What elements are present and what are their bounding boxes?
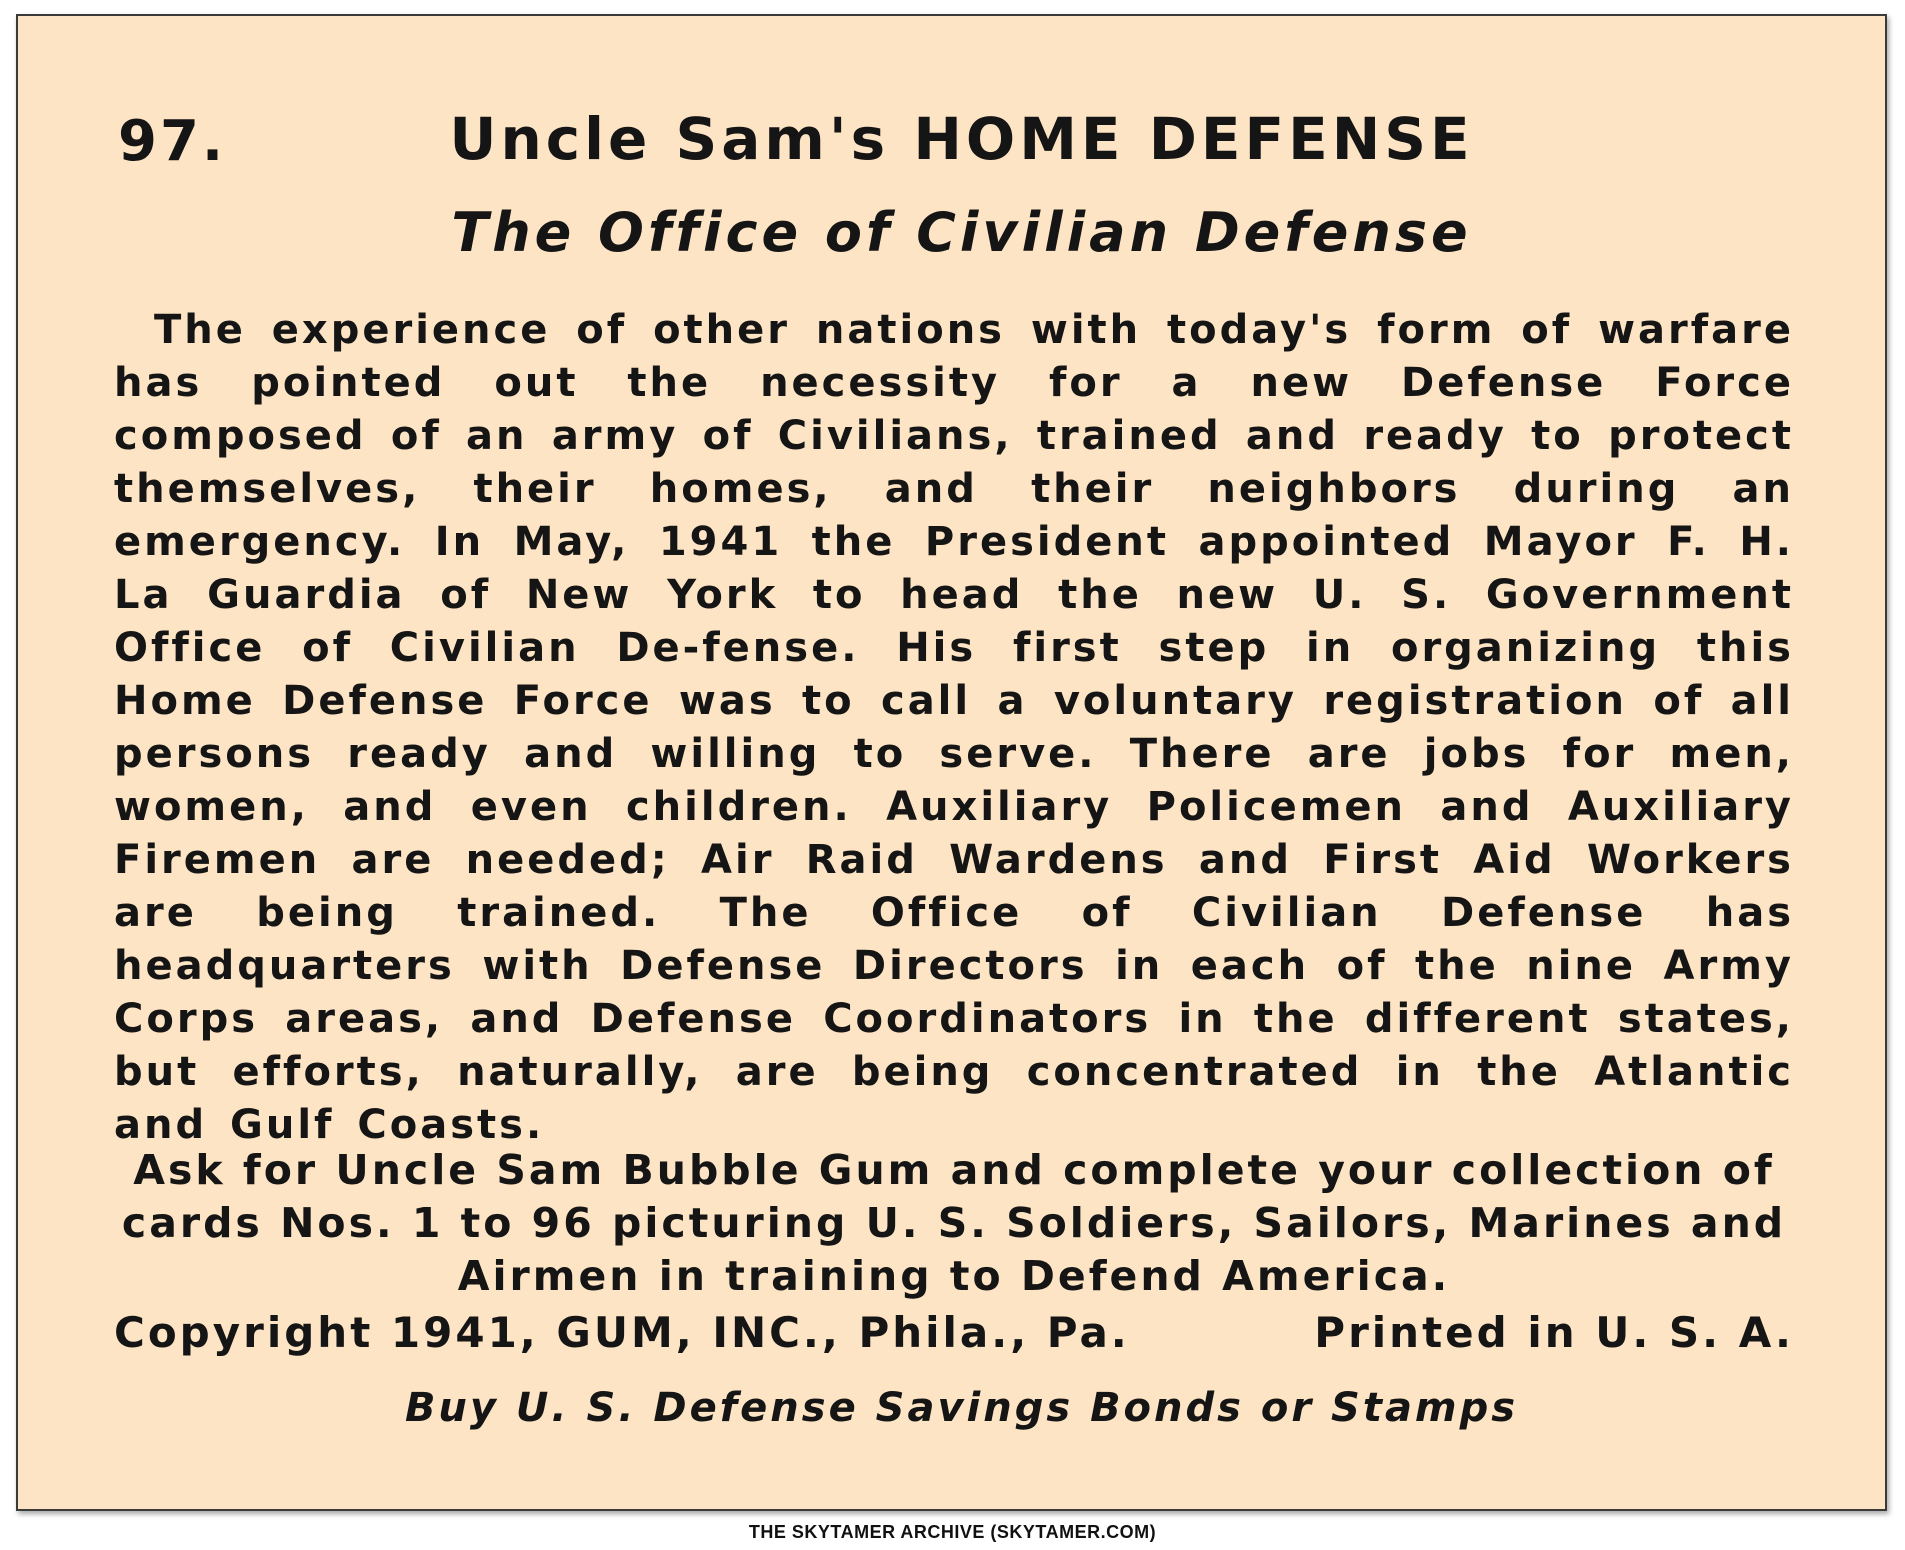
printed-in-notice: Printed in U. S. A. [1314, 1308, 1794, 1357]
copyright-notice: Copyright 1941, GUM, INC., Phila., Pa. [114, 1308, 1130, 1357]
card-subtitle: The Office of Civilian Defense [451, 201, 1472, 264]
bonds-slogan: Buy U. S. Defense Savings Bonds or Stamps [404, 1385, 1519, 1431]
promo-text: Ask for Uncle Sam Bubble Gum and complete your collection of cards Nos. 1 to 96 picturing U. S. Soldiers, Sailors, Marines and Airmen in training to Defend America. [121, 1146, 1787, 1300]
card-title: Uncle Sam's HOME DEFENSE [449, 105, 1474, 173]
archive-credit: THE SKYTAMER ARCHIVE (SKYTAMER.COM) [748, 1522, 1157, 1542]
copyright-row [114, 1308, 1794, 1372]
card-number: 97. [118, 109, 227, 174]
trading-card-back [16, 14, 1887, 1511]
card-header [18, 106, 1885, 186]
card-body-text: The experience of other nations with today's form of warfare has pointed out the necessity for a new Defense Force composed of an army of Civilians, trained and ready to protect themselves, their homes, and their neighbors during an emergency. In May, 1941 the President appointed Mayor F. H. La Guardia of New York to head the new U. S. Government Office of Civilian De-fense. His first step in organizing this Home Defense Force was to call a voluntary registration of all persons ready and willing to serve. There are jobs for men, women, and even children. Auxiliary Policemen and Auxiliary Firemen are needed; Air Raid Wardens and First Aid Workers are being trained. The Office of Civilian Defense has headquarters with Defense Directors in each of the nine Army Corps areas, and Defense Coordinators in the different states, but efforts, naturally, are being concentrated in the Atlantic and Gulf Coasts. [114, 307, 1794, 1148]
